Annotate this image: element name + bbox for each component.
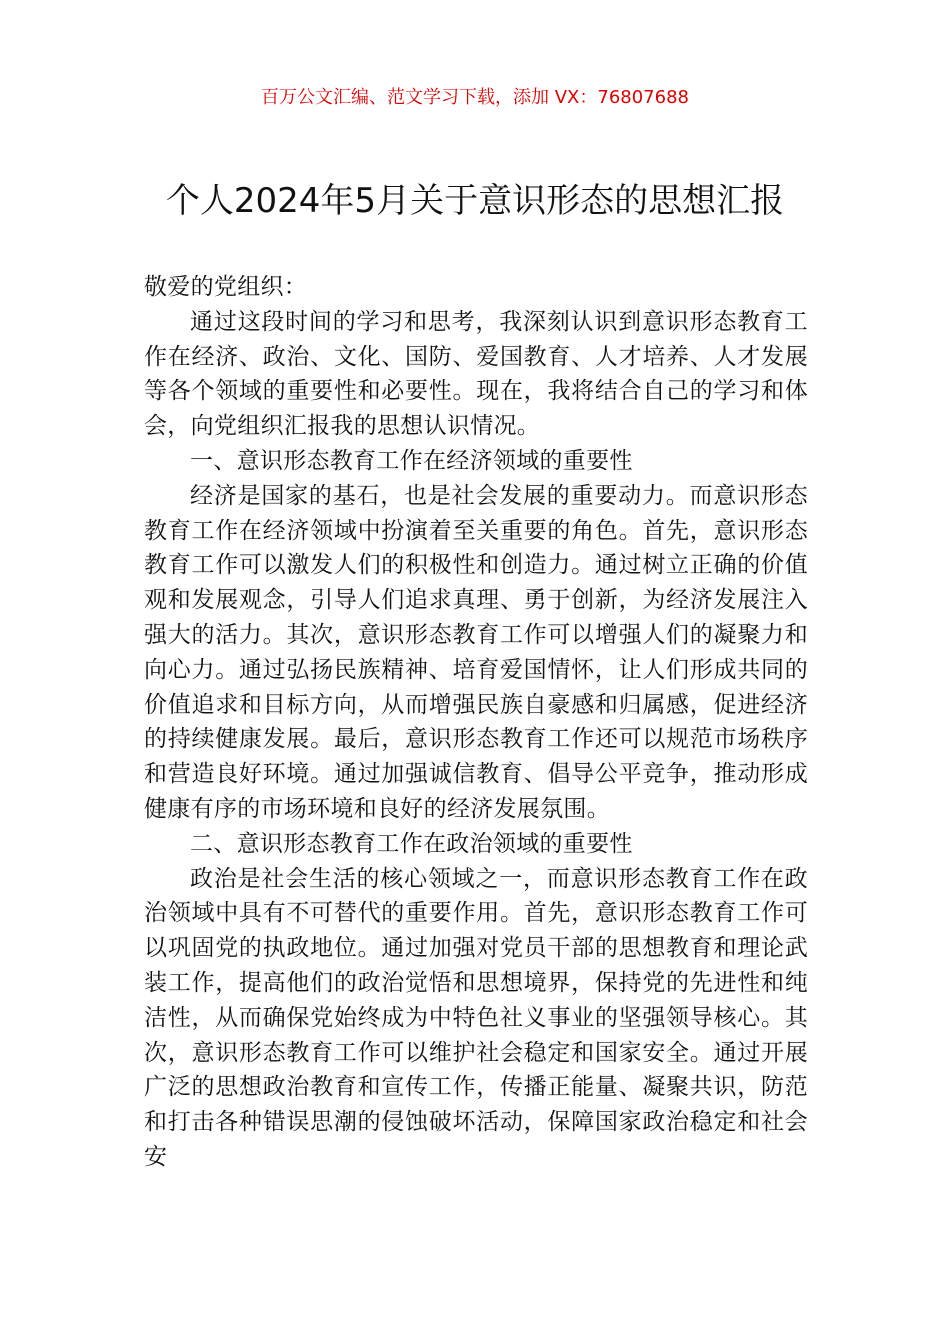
- document-title: 个人2024年5月关于意识形态的思想汇报: [165, 181, 785, 221]
- section-heading-politics: 二、意识形态教育工作在政治领域的重要性: [190, 830, 633, 857]
- intro-paragraph: 通过这段时间的学习和思考，我深刻认识到意识形态教育工作在经济、政治、文化、国防、爱国教育、人才培养、人才发展等各个领域的重要性和必要性。现在，我将结合自己的学习和体会，向党组织汇报我的思想认识情况。: [144, 308, 808, 440]
- section-body-economy: 经济是国家的基石，也是社会发展的重要动力。而意识形态教育工作在经济领域中扮演着至关重要的角色。首先，意识形态教育工作可以激发人们的积极性和创造力。通过树立正确的价值观和发展观念，引导人们追求真理、勇于创新，为经济发展注入强大的活力。其次，意识形态教育工作可以增强人们的凝聚力和向心力。通过弘扬民族精神、培育爱国情怀，让人们形成共同的价值追求和目标方向，从而增强民族自豪感和归属感，促进经济的持续健康发展。最后，意识形态教育工作还可以规范市场秩序和营造良好环境。通过加强诚信教育、倡导公平竞争，推动形成健康有序的市场环境和良好的经济发展氛围。: [144, 482, 808, 822]
- section-heading-economy: 一、意识形态教育工作在经济领域的重要性: [190, 447, 633, 474]
- watermark-header: 百万公文汇编、范文学习下载，添加 VX：76807688: [261, 87, 689, 108]
- salutation: 敬爱的党组织：: [144, 274, 308, 300]
- document-body: [144, 270, 808, 1175]
- section-body-politics: 政治是社会生活的核心领域之一，而意识形态教育工作在政治领域中具有不可替代的重要作用。首先，意识形态教育工作可以巩固党的执政地位。通过加强对党员干部的思想教育和理论武装工作，提高他们的政治觉悟和思想境界，保持党的先进性和纯洁性，从而确保党始终成为中特色社义事业的坚强领导核心。其次，意识形态教育工作可以维护社会稳定和国家安全。通过开展广泛的思想政治教育和宣传工作，传播正能量、凝聚共识，防范和打击各种错误思潮的侵蚀破坏活动，保障国家政治稳定和社会安: [144, 865, 808, 1170]
